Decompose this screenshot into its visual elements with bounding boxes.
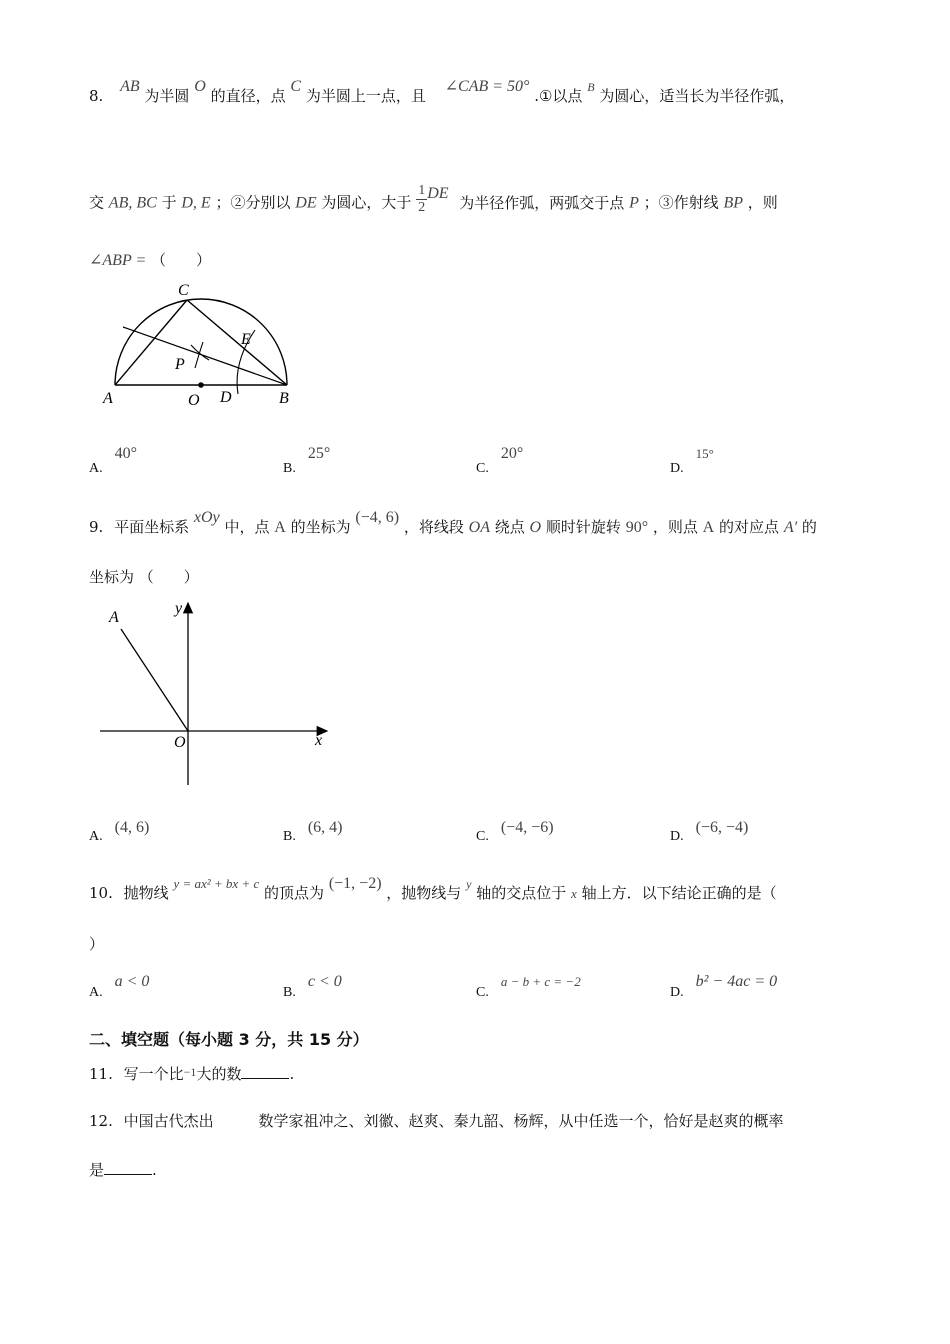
q10-option-d[interactable]: D.b² − 4ac = 0 — [670, 973, 778, 1000]
q12-text: 数学家祖冲之、刘徽、赵爽、秦九韶、杨辉，从中任选一个，恰好是赵爽的概率 — [258, 1112, 784, 1130]
q8-bp: BP — [723, 194, 743, 212]
q8-angle-abp: ∠ABP = — [89, 252, 147, 269]
q11-text: 写一个比 — [123, 1065, 184, 1083]
label-b: B — [279, 390, 289, 407]
q8-text: 为半圆上一点，且 — [305, 87, 426, 105]
q8-ab-bc: AB, BC — [108, 194, 157, 212]
q12-answer-blank[interactable] — [104, 1160, 152, 1175]
q8-text: ；②分别以 — [215, 193, 291, 212]
q9-option-c[interactable]: C.(−4, −6) — [476, 819, 554, 844]
q8-line3 — [89, 250, 211, 271]
q8-semicircle-figure — [95, 272, 310, 412]
q8-line1 — [89, 78, 795, 107]
q8-option-d[interactable]: D.15° — [670, 446, 714, 476]
q10-text: 轴的交点位于 — [476, 884, 567, 902]
q11-line — [89, 1064, 294, 1085]
q10-text: 抛物线 — [123, 884, 169, 902]
label-d: D — [220, 389, 232, 406]
q9-line2 — [89, 567, 199, 587]
q10-text: ） — [89, 935, 105, 953]
q9-o: O — [529, 519, 542, 536]
center-point-o — [198, 382, 204, 388]
q9-option-d[interactable]: D.(−6, −4) — [670, 819, 749, 844]
label-x: x — [315, 732, 323, 749]
section-title-fill-in: 二、填空题（每小题 3 分，共 15 分） — [89, 1030, 369, 1049]
q10-option-c[interactable]: C.a − b + c = −2 — [476, 974, 581, 1000]
q11-value: −1 — [183, 1065, 197, 1079]
q9-a: A — [702, 519, 715, 536]
q8-number: 8. — [89, 87, 104, 105]
q9-line1 — [89, 509, 817, 538]
q10-y: y — [466, 877, 472, 891]
q9-text: 的对应点 — [719, 518, 780, 536]
q8-text: 为圆心，适当长为半径作弧， — [599, 87, 795, 105]
q9-option-a[interactable]: A.(4, 6) — [89, 819, 150, 844]
q8-text: 为半圆 — [144, 87, 190, 105]
q10-option-a[interactable]: A.a < 0 — [89, 973, 150, 1000]
label-a: A — [109, 609, 119, 626]
q9-a: A — [274, 519, 286, 536]
q8-text: 于 — [161, 193, 177, 212]
q9-text: 顺时针旋转 — [545, 518, 621, 536]
q8-b: B — [587, 80, 595, 94]
q10-text: 的顶点为 — [264, 884, 325, 902]
label-e: E — [241, 331, 251, 348]
q9-text: ，将线段 — [403, 518, 464, 536]
q11-text: . — [289, 1065, 295, 1083]
q8-p: P — [629, 194, 639, 212]
q8-d-e: D, E — [181, 194, 211, 212]
q9-text: 绕点 — [494, 518, 525, 536]
q10-vertex: (−1, −2) — [328, 875, 382, 892]
q8-de: DE — [427, 184, 449, 202]
q9-coord-a: (−4, 6) — [355, 509, 400, 526]
label-p: P — [175, 356, 185, 373]
q10-equation: y = ax² + bx + c — [173, 876, 260, 891]
q8-answer-paren: （ ） — [151, 251, 212, 269]
q9-text: 的 — [801, 518, 817, 536]
q12-number: 12. — [89, 1112, 113, 1130]
q9-text: 的坐标为 — [290, 518, 351, 536]
label-o: O — [174, 734, 186, 751]
q11-text: 大的数 — [196, 1065, 242, 1083]
q8-c: C — [290, 78, 302, 95]
q9-coordinate-figure — [95, 595, 340, 790]
q11-answer-blank[interactable] — [241, 1064, 289, 1079]
q9-xoy: xOy — [193, 509, 220, 526]
segment-oa — [121, 629, 188, 731]
q9-a-prime: A′ — [783, 519, 798, 536]
q9-text: 中，点 — [224, 518, 270, 536]
q8-text: .①以点 — [534, 87, 583, 105]
q8-option-c[interactable]: C.20° — [476, 445, 524, 476]
q8-text: ，则 — [747, 193, 778, 212]
q8-option-a[interactable]: A.40° — [89, 445, 138, 476]
q8-text: 交 — [89, 193, 105, 212]
q8-text: ；③作射线 — [643, 193, 719, 212]
q12-text: 中国古代杰出 — [123, 1112, 214, 1130]
q8-ab: AB — [120, 78, 140, 95]
q8-o: O — [194, 78, 206, 95]
q12-text: 是 — [89, 1161, 105, 1179]
q8-text: 为圆心，大于 — [321, 193, 412, 212]
label-a: A — [103, 390, 113, 407]
q11-number: 11. — [89, 1065, 113, 1083]
q10-line2 — [89, 934, 104, 954]
q10-option-b[interactable]: B.c < 0 — [283, 973, 342, 1000]
q8-fraction-half: $\frac{1}{2}$ — [418, 183, 426, 215]
q9-option-b[interactable]: B.(6, 4) — [283, 819, 343, 844]
q9-text: ，则点 — [652, 518, 698, 536]
q10-number: 10. — [89, 884, 113, 902]
q9-text: 平面坐标系 — [114, 518, 190, 536]
q10-text: ，抛物线与 — [386, 884, 462, 902]
q12-line1 — [89, 1111, 783, 1131]
q8-text: 的直径，点 — [210, 87, 286, 105]
q8-angle-cab: ∠CAB = 50° — [444, 78, 530, 95]
q8-line2 — [89, 183, 778, 220]
label-y: y — [175, 600, 183, 617]
q10-x: x — [571, 886, 577, 901]
q9-90deg: 90° — [625, 519, 649, 536]
q8-de: DE — [295, 194, 317, 212]
label-c: C — [178, 282, 189, 299]
ray-bp — [123, 327, 287, 385]
segment-bc — [187, 300, 287, 385]
q12-text: . — [152, 1161, 157, 1179]
q12-line2 — [89, 1160, 157, 1180]
q8-option-b[interactable]: B.25° — [283, 445, 331, 476]
q9-answer-paren: （ ） — [138, 568, 199, 586]
q8-text: 为半径作弧，两弧交于点 — [459, 193, 625, 212]
q10-text: 轴上方．以下结论正确的是（ — [581, 884, 777, 902]
q9-oa: OA — [468, 519, 490, 536]
q10-line1 — [89, 875, 777, 904]
label-o: O — [188, 392, 200, 409]
q9-number: 9. — [89, 518, 104, 536]
q9-text: 坐标为 — [89, 568, 135, 586]
